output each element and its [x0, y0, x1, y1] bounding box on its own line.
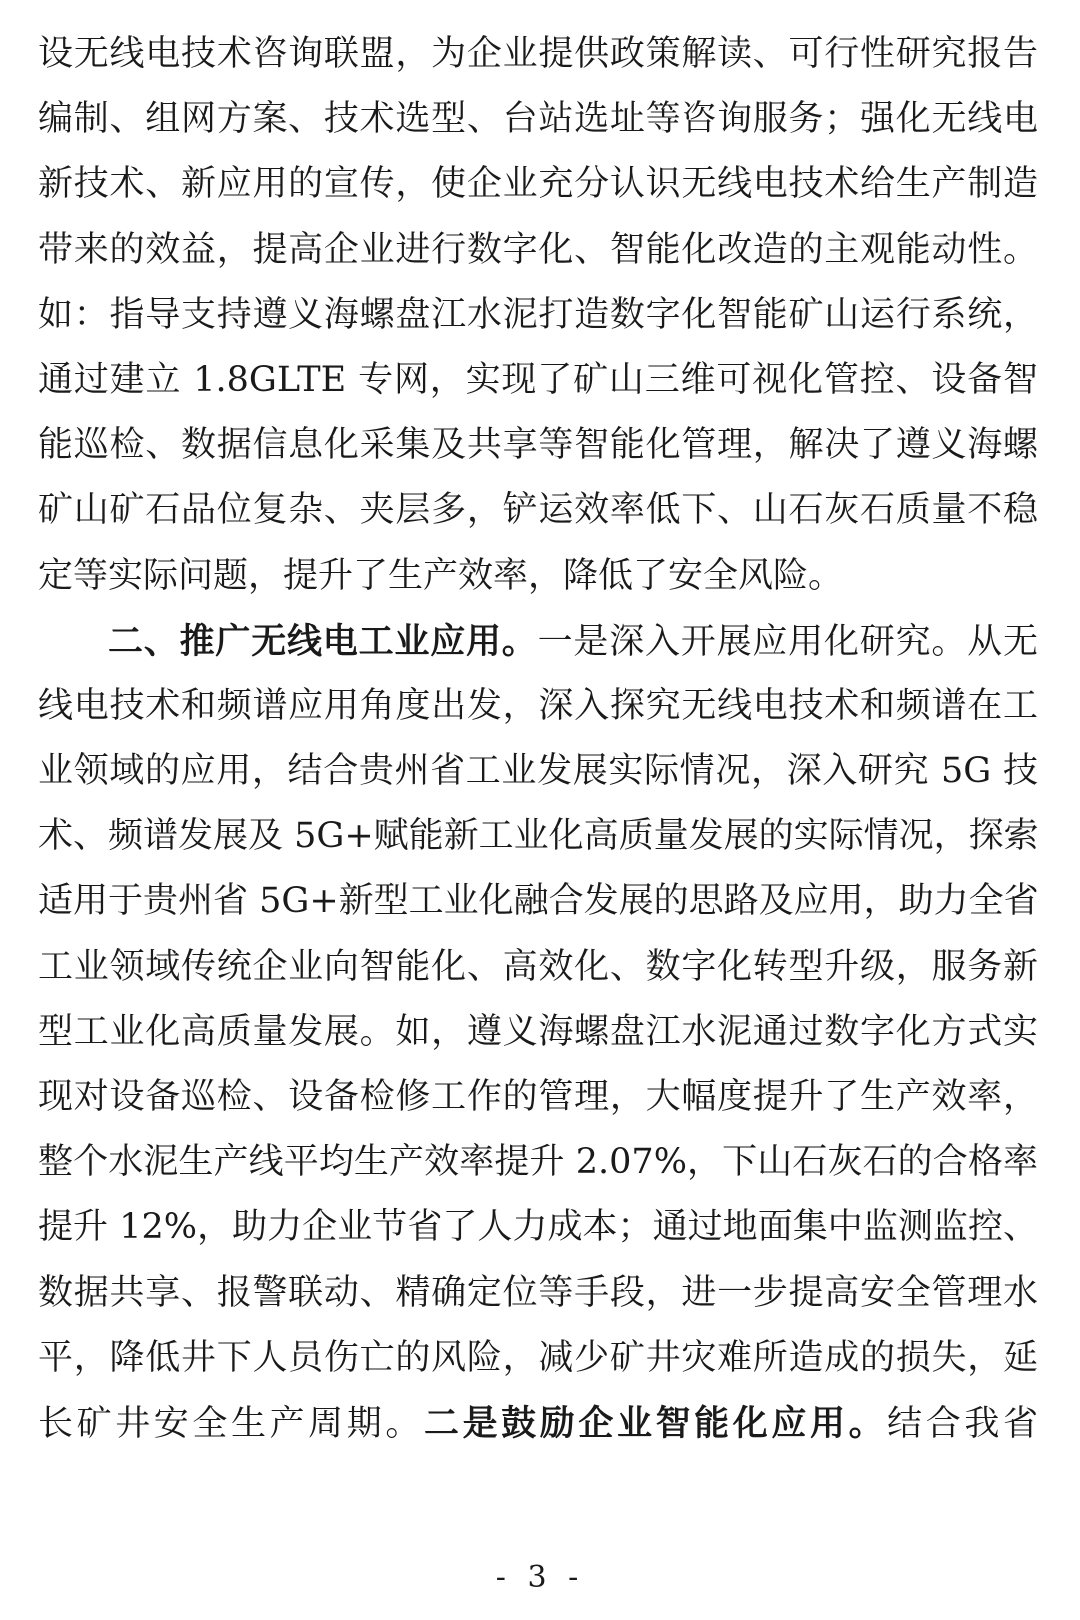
line-end-text: 结合我省 [887, 1403, 1038, 1444]
text-line: 型工业化高质量发展。如，遵义海螺盘江水泥通过数字化方式实 [38, 1011, 1038, 1052]
text-line: 整个水泥生产线平均生产效率提升 2.07%，下山石灰石的合格率 [38, 1142, 1038, 1183]
text-line: 编制、组网方案、技术选型、台站选址等咨询服务；强化无线电 [38, 99, 1038, 140]
section-2-first-line-text: 一是深入开展应用化研究。从无 [537, 621, 1038, 662]
text-line: 术、频谱发展及 5G+赋能新工业化高质量发展的实际情况，探索 [38, 816, 1039, 857]
text-line: 业领域的应用，结合贵州省工业发展实际情况，深入研究 5G 技 [38, 751, 1038, 792]
text-line: 通过建立 1.8GLTE 专网，实现了矿山三维可视化管控、设备智 [38, 359, 1038, 400]
text-line: 带来的效益，提高企业进行数字化、智能化改造的主观能动性。 [38, 229, 1038, 270]
text-line: 如：指导支持遵义海螺盘江水泥打造数字化智能矿山运行系统， [38, 294, 1038, 335]
text-line: 提升 12%，助力企业节省了人力成本；通过地面集中监测监控、 [38, 1207, 1038, 1248]
text-line: 新技术、新应用的宣传，使企业充分认识无线电技术给生产制造 [38, 164, 1038, 205]
body-text [38, 22, 1038, 1456]
text-line: 工业领域传统企业向智能化、高效化、数字化转型升级，服务新 [38, 946, 1038, 987]
text-line-with-subheading [38, 1391, 1038, 1456]
line-start-text: 长矿井安全生产周期。 [38, 1403, 424, 1444]
text-line: 矿山矿石品位复杂、夹层多，铲运效率低下、山石灰石质量不稳 [38, 490, 1038, 531]
page-number: - 3 - [495, 1560, 585, 1595]
text-line: 适用于贵州省 5G+新型工业化融合发展的思路及应用，助力全省 [38, 881, 1039, 922]
text-line: 现对设备巡检、设备检修工作的管理，大幅度提升了生产效率， [38, 1077, 1038, 1117]
text-line: 线电技术和频谱应用角度出发，深入探究无线电技术和频谱在工 [38, 685, 1038, 726]
subheading-encourage-smart-application: 二是鼓励企业智能化应用。 [423, 1402, 888, 1444]
text-line: 能巡检、数据信息化采集及共享等智能化管理，解决了遵义海螺 [38, 425, 1038, 466]
section-2-first-line [38, 609, 1038, 674]
text-line: 数据共享、报警联动、精确定位等手段，进一步提高安全管理水 [38, 1272, 1038, 1313]
text-line: 设无线电技术咨询联盟，为企业提供政策解读、可行性研究报告 [38, 34, 1038, 74]
paragraph-end-line: 定等实际问题，提升了生产效率，降低了安全风险。 [38, 555, 844, 596]
text-line: 平，降低井下人员伤亡的风险，减少矿井灾难所造成的损失，延 [38, 1337, 1038, 1378]
section-2-heading: 二、推广无线电工业应用。 [108, 620, 538, 662]
